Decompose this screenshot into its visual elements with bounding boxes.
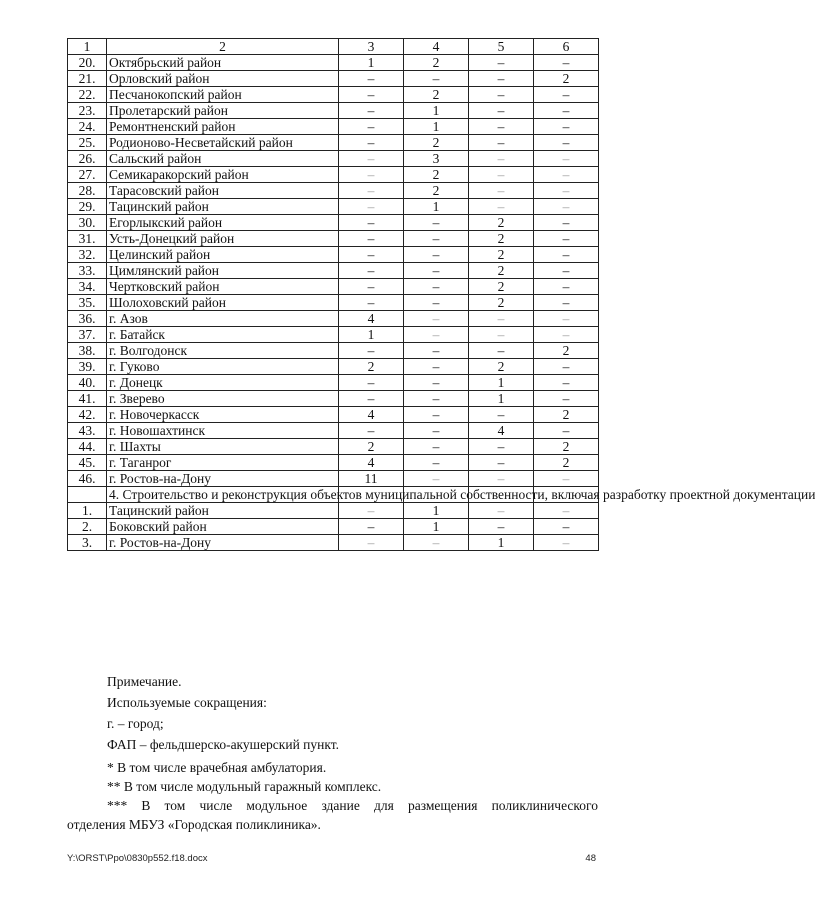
value-cell-6: – — [534, 375, 599, 391]
value-cell-6: – — [534, 87, 599, 103]
value-cell-6: 2 — [534, 407, 599, 423]
value-cell-4: 1 — [404, 103, 469, 119]
value-cell-5: – — [469, 87, 534, 103]
value-cell-5: – — [469, 439, 534, 455]
row-name-cell: Целинский район — [107, 247, 339, 263]
row-number-cell: 23. — [68, 103, 107, 119]
value-cell-6: – — [534, 311, 599, 327]
row-name-cell: Родионово-Несветайский район — [107, 135, 339, 151]
value-cell-5: 4 — [469, 423, 534, 439]
row-name-cell: г. Ростов-на-Дону — [107, 535, 339, 551]
value-cell-3: 1 — [339, 55, 404, 71]
row-number-cell: 29. — [68, 199, 107, 215]
value-cell-5: – — [469, 503, 534, 519]
abbreviation-item: г. – город; — [107, 716, 164, 731]
header-cell: 5 — [469, 39, 534, 55]
value-cell-4: – — [404, 423, 469, 439]
row-number-cell: 36. — [68, 311, 107, 327]
row-number-cell: 38. — [68, 343, 107, 359]
row-number-cell: 30. — [68, 215, 107, 231]
value-cell-4: 3 — [404, 151, 469, 167]
table-row — [68, 503, 599, 519]
row-number-cell: 34. — [68, 279, 107, 295]
row-name-cell: г. Азов — [107, 311, 339, 327]
value-cell-5: – — [469, 407, 534, 423]
row-number-cell: 31. — [68, 231, 107, 247]
value-cell-3: 1 — [339, 327, 404, 343]
value-cell-5: – — [469, 183, 534, 199]
table-row — [68, 167, 599, 183]
table-row — [68, 407, 599, 423]
row-name-cell: Семикаракорский район — [107, 167, 339, 183]
value-cell-3: – — [339, 503, 404, 519]
table-row — [68, 359, 599, 375]
table-row — [68, 119, 599, 135]
value-cell-5: – — [469, 167, 534, 183]
row-number-cell: 33. — [68, 263, 107, 279]
table-row — [68, 135, 599, 151]
footnote-3-line-1: *** В том числе модульное здание для размещения поликлинического — [107, 798, 598, 813]
row-name-cell: Тацинский район — [107, 503, 339, 519]
value-cell-3: – — [339, 87, 404, 103]
row-number-cell: 2. — [68, 519, 107, 535]
value-cell-6: – — [534, 295, 599, 311]
table-row — [68, 455, 599, 471]
value-cell-6: – — [534, 423, 599, 439]
row-number-cell: 1. — [68, 503, 107, 519]
value-cell-4: – — [404, 455, 469, 471]
table-row — [68, 55, 599, 71]
value-cell-6: – — [534, 135, 599, 151]
value-cell-6: – — [534, 55, 599, 71]
value-cell-5: 2 — [469, 279, 534, 295]
page-number: 48 — [585, 853, 596, 864]
value-cell-6: 2 — [534, 71, 599, 87]
value-cell-3: – — [339, 279, 404, 295]
value-cell-3: – — [339, 391, 404, 407]
row-name-cell: Пролетарский район — [107, 103, 339, 119]
value-cell-5: 1 — [469, 391, 534, 407]
value-cell-3: 2 — [339, 359, 404, 375]
row-number-cell: 24. — [68, 119, 107, 135]
value-cell-6: – — [534, 535, 599, 551]
value-cell-3: – — [339, 263, 404, 279]
value-cell-5: – — [469, 519, 534, 535]
abbreviations-title: Используемые сокращения: — [107, 695, 267, 710]
row-name-cell: г. Донецк — [107, 375, 339, 391]
data-table — [67, 38, 815, 551]
row-number-cell: 37. — [68, 327, 107, 343]
value-cell-5: 2 — [469, 231, 534, 247]
notes-block — [107, 671, 607, 755]
value-cell-6: – — [534, 503, 599, 519]
value-cell-3: – — [339, 375, 404, 391]
value-cell-6: – — [534, 391, 599, 407]
value-cell-5: – — [469, 343, 534, 359]
value-cell-5: – — [469, 471, 534, 487]
header-cell: 1 — [68, 39, 107, 55]
section-header-row — [68, 487, 599, 503]
row-name-cell: г. Волгодонск — [107, 343, 339, 359]
footnote-2: ** В том числе модульный гаражный комплекс. — [107, 779, 382, 794]
row-number-cell: 21. — [68, 71, 107, 87]
value-cell-4: 2 — [404, 167, 469, 183]
table-row — [68, 519, 599, 535]
row-name-cell: Тарасовский район — [107, 183, 339, 199]
row-number-cell: 3. — [68, 535, 107, 551]
row-name-cell: Тацинский район — [107, 199, 339, 215]
notes-title: Примечание. — [107, 674, 182, 689]
empty-cell — [68, 487, 107, 503]
value-cell-4: – — [404, 439, 469, 455]
row-name-cell: Цимлянский район — [107, 263, 339, 279]
row-number-cell: 32. — [68, 247, 107, 263]
value-cell-4: 2 — [404, 183, 469, 199]
table-row — [68, 247, 599, 263]
row-number-cell: 45. — [68, 455, 107, 471]
value-cell-3: 4 — [339, 407, 404, 423]
value-cell-3: – — [339, 135, 404, 151]
value-cell-6: – — [534, 103, 599, 119]
row-number-cell: 39. — [68, 359, 107, 375]
value-cell-5: 2 — [469, 263, 534, 279]
row-number-cell: 25. — [68, 135, 107, 151]
value-cell-5: – — [469, 119, 534, 135]
value-cell-4: – — [404, 359, 469, 375]
row-number-cell: 26. — [68, 151, 107, 167]
value-cell-4: – — [404, 71, 469, 87]
value-cell-4: – — [404, 471, 469, 487]
value-cell-3: – — [339, 423, 404, 439]
value-cell-3: – — [339, 535, 404, 551]
value-cell-6: – — [534, 471, 599, 487]
value-cell-4: 2 — [404, 87, 469, 103]
table-row — [68, 391, 599, 407]
row-number-cell: 28. — [68, 183, 107, 199]
value-cell-6: 2 — [534, 439, 599, 455]
value-cell-6: – — [534, 359, 599, 375]
table-row — [68, 375, 599, 391]
value-cell-6: – — [534, 231, 599, 247]
header-cell: 4 — [404, 39, 469, 55]
value-cell-4: – — [404, 375, 469, 391]
value-cell-4: – — [404, 295, 469, 311]
value-cell-5: 2 — [469, 247, 534, 263]
table-row — [68, 215, 599, 231]
value-cell-6: – — [534, 119, 599, 135]
row-name-cell: Чертковский район — [107, 279, 339, 295]
value-cell-5: 2 — [469, 215, 534, 231]
table-row — [68, 263, 599, 279]
file-path: Y:\ORST\Ppo\0830p552.f18.docx — [67, 853, 208, 864]
value-cell-3: – — [339, 343, 404, 359]
value-cell-5: – — [469, 199, 534, 215]
row-name-cell: г. Таганрог — [107, 455, 339, 471]
row-name-cell: Ремонтненский район — [107, 119, 339, 135]
row-number-cell: 44. — [68, 439, 107, 455]
value-cell-6: – — [534, 167, 599, 183]
value-cell-6: – — [534, 519, 599, 535]
value-cell-5: – — [469, 151, 534, 167]
value-cell-4: – — [404, 247, 469, 263]
value-cell-4: – — [404, 215, 469, 231]
table-row — [68, 231, 599, 247]
value-cell-6: – — [534, 247, 599, 263]
value-cell-4: 1 — [404, 519, 469, 535]
value-cell-4: – — [404, 407, 469, 423]
value-cell-4: – — [404, 391, 469, 407]
value-cell-6: – — [534, 327, 599, 343]
table-row — [68, 183, 599, 199]
value-cell-4: – — [404, 231, 469, 247]
table-row — [68, 343, 599, 359]
header-cell: 6 — [534, 39, 599, 55]
abbreviation-item: ФАП – фельдшерско-акушерский пункт. — [107, 737, 340, 752]
row-name-cell: г. Шахты — [107, 439, 339, 455]
value-cell-4: 1 — [404, 503, 469, 519]
value-cell-3: – — [339, 167, 404, 183]
value-cell-6: – — [534, 279, 599, 295]
row-number-cell: 42. — [68, 407, 107, 423]
table-row — [68, 151, 599, 167]
table-row — [68, 423, 599, 439]
value-cell-6: 2 — [534, 343, 599, 359]
value-cell-5: 1 — [469, 535, 534, 551]
row-name-cell: Октябрьский район — [107, 55, 339, 71]
value-cell-3: – — [339, 199, 404, 215]
value-cell-5: – — [469, 455, 534, 471]
value-cell-5: – — [469, 103, 534, 119]
row-name-cell: Орловский район — [107, 71, 339, 87]
value-cell-5: – — [469, 135, 534, 151]
header-cell: 2 — [107, 39, 339, 55]
table-header-row — [68, 39, 599, 55]
row-number-cell: 35. — [68, 295, 107, 311]
value-cell-3: 4 — [339, 311, 404, 327]
value-cell-5: – — [469, 71, 534, 87]
value-cell-6: – — [534, 263, 599, 279]
value-cell-3: – — [339, 247, 404, 263]
value-cell-4: – — [404, 327, 469, 343]
footnote-1: * В том числе врачебная амбулатория. — [107, 760, 327, 775]
value-cell-3: – — [339, 103, 404, 119]
header-cell: 3 — [339, 39, 404, 55]
value-cell-4: 2 — [404, 55, 469, 71]
value-cell-3: – — [339, 183, 404, 199]
row-number-cell: 20. — [68, 55, 107, 71]
footnote-3-line-2: отделения МБУЗ «Городская поликлиника». — [67, 817, 321, 832]
table-row — [68, 295, 599, 311]
row-number-cell: 27. — [68, 167, 107, 183]
value-cell-3: – — [339, 151, 404, 167]
value-cell-3: – — [339, 295, 404, 311]
row-name-cell: г. Гуково — [107, 359, 339, 375]
row-name-cell: Песчанокопский район — [107, 87, 339, 103]
table-row — [68, 71, 599, 87]
value-cell-4: 1 — [404, 119, 469, 135]
value-cell-3: 4 — [339, 455, 404, 471]
row-name-cell: г. Новошахтинск — [107, 423, 339, 439]
table-row — [68, 87, 599, 103]
table-row — [68, 199, 599, 215]
value-cell-3: – — [339, 119, 404, 135]
table-row — [68, 439, 599, 455]
row-name-cell: г. Ростов-на-Дону — [107, 471, 339, 487]
value-cell-6: 2 — [534, 455, 599, 471]
table-row — [68, 471, 599, 487]
row-name-cell: г. Новочеркасск — [107, 407, 339, 423]
value-cell-5: 2 — [469, 295, 534, 311]
value-cell-6: – — [534, 199, 599, 215]
section-title-cell: 4. Строительство и реконструкция объектов муниципальной собственности, включая разработку проектной документации — [107, 487, 339, 503]
value-cell-5: 2 — [469, 359, 534, 375]
table-row — [68, 327, 599, 343]
value-cell-5: 1 — [469, 375, 534, 391]
row-name-cell: Боковский район — [107, 519, 339, 535]
value-cell-4: 2 — [404, 135, 469, 151]
row-number-cell: 40. — [68, 375, 107, 391]
row-number-cell: 22. — [68, 87, 107, 103]
row-name-cell: Шолоховский район — [107, 295, 339, 311]
value-cell-6: – — [534, 215, 599, 231]
table-row — [68, 311, 599, 327]
row-name-cell: г. Батайск — [107, 327, 339, 343]
table-row — [68, 279, 599, 295]
value-cell-6: – — [534, 183, 599, 199]
table-row — [68, 103, 599, 119]
row-number-cell: 46. — [68, 471, 107, 487]
row-name-cell: Усть-Донецкий район — [107, 231, 339, 247]
value-cell-6: – — [534, 151, 599, 167]
value-cell-4: – — [404, 279, 469, 295]
row-number-cell: 41. — [68, 391, 107, 407]
value-cell-4: – — [404, 343, 469, 359]
value-cell-5: – — [469, 311, 534, 327]
value-cell-3: 11 — [339, 471, 404, 487]
row-name-cell: Егорлыкский район — [107, 215, 339, 231]
value-cell-4: – — [404, 263, 469, 279]
row-name-cell: Сальский район — [107, 151, 339, 167]
value-cell-5: – — [469, 327, 534, 343]
value-cell-3: – — [339, 231, 404, 247]
value-cell-3: – — [339, 71, 404, 87]
table-row — [68, 535, 599, 551]
value-cell-3: – — [339, 519, 404, 535]
value-cell-4: – — [404, 535, 469, 551]
footnotes-block — [67, 758, 598, 834]
value-cell-3: – — [339, 215, 404, 231]
value-cell-4: 1 — [404, 199, 469, 215]
row-number-cell: 43. — [68, 423, 107, 439]
row-name-cell: г. Зверево — [107, 391, 339, 407]
value-cell-5: – — [469, 55, 534, 71]
value-cell-4: – — [404, 311, 469, 327]
value-cell-3: 2 — [339, 439, 404, 455]
